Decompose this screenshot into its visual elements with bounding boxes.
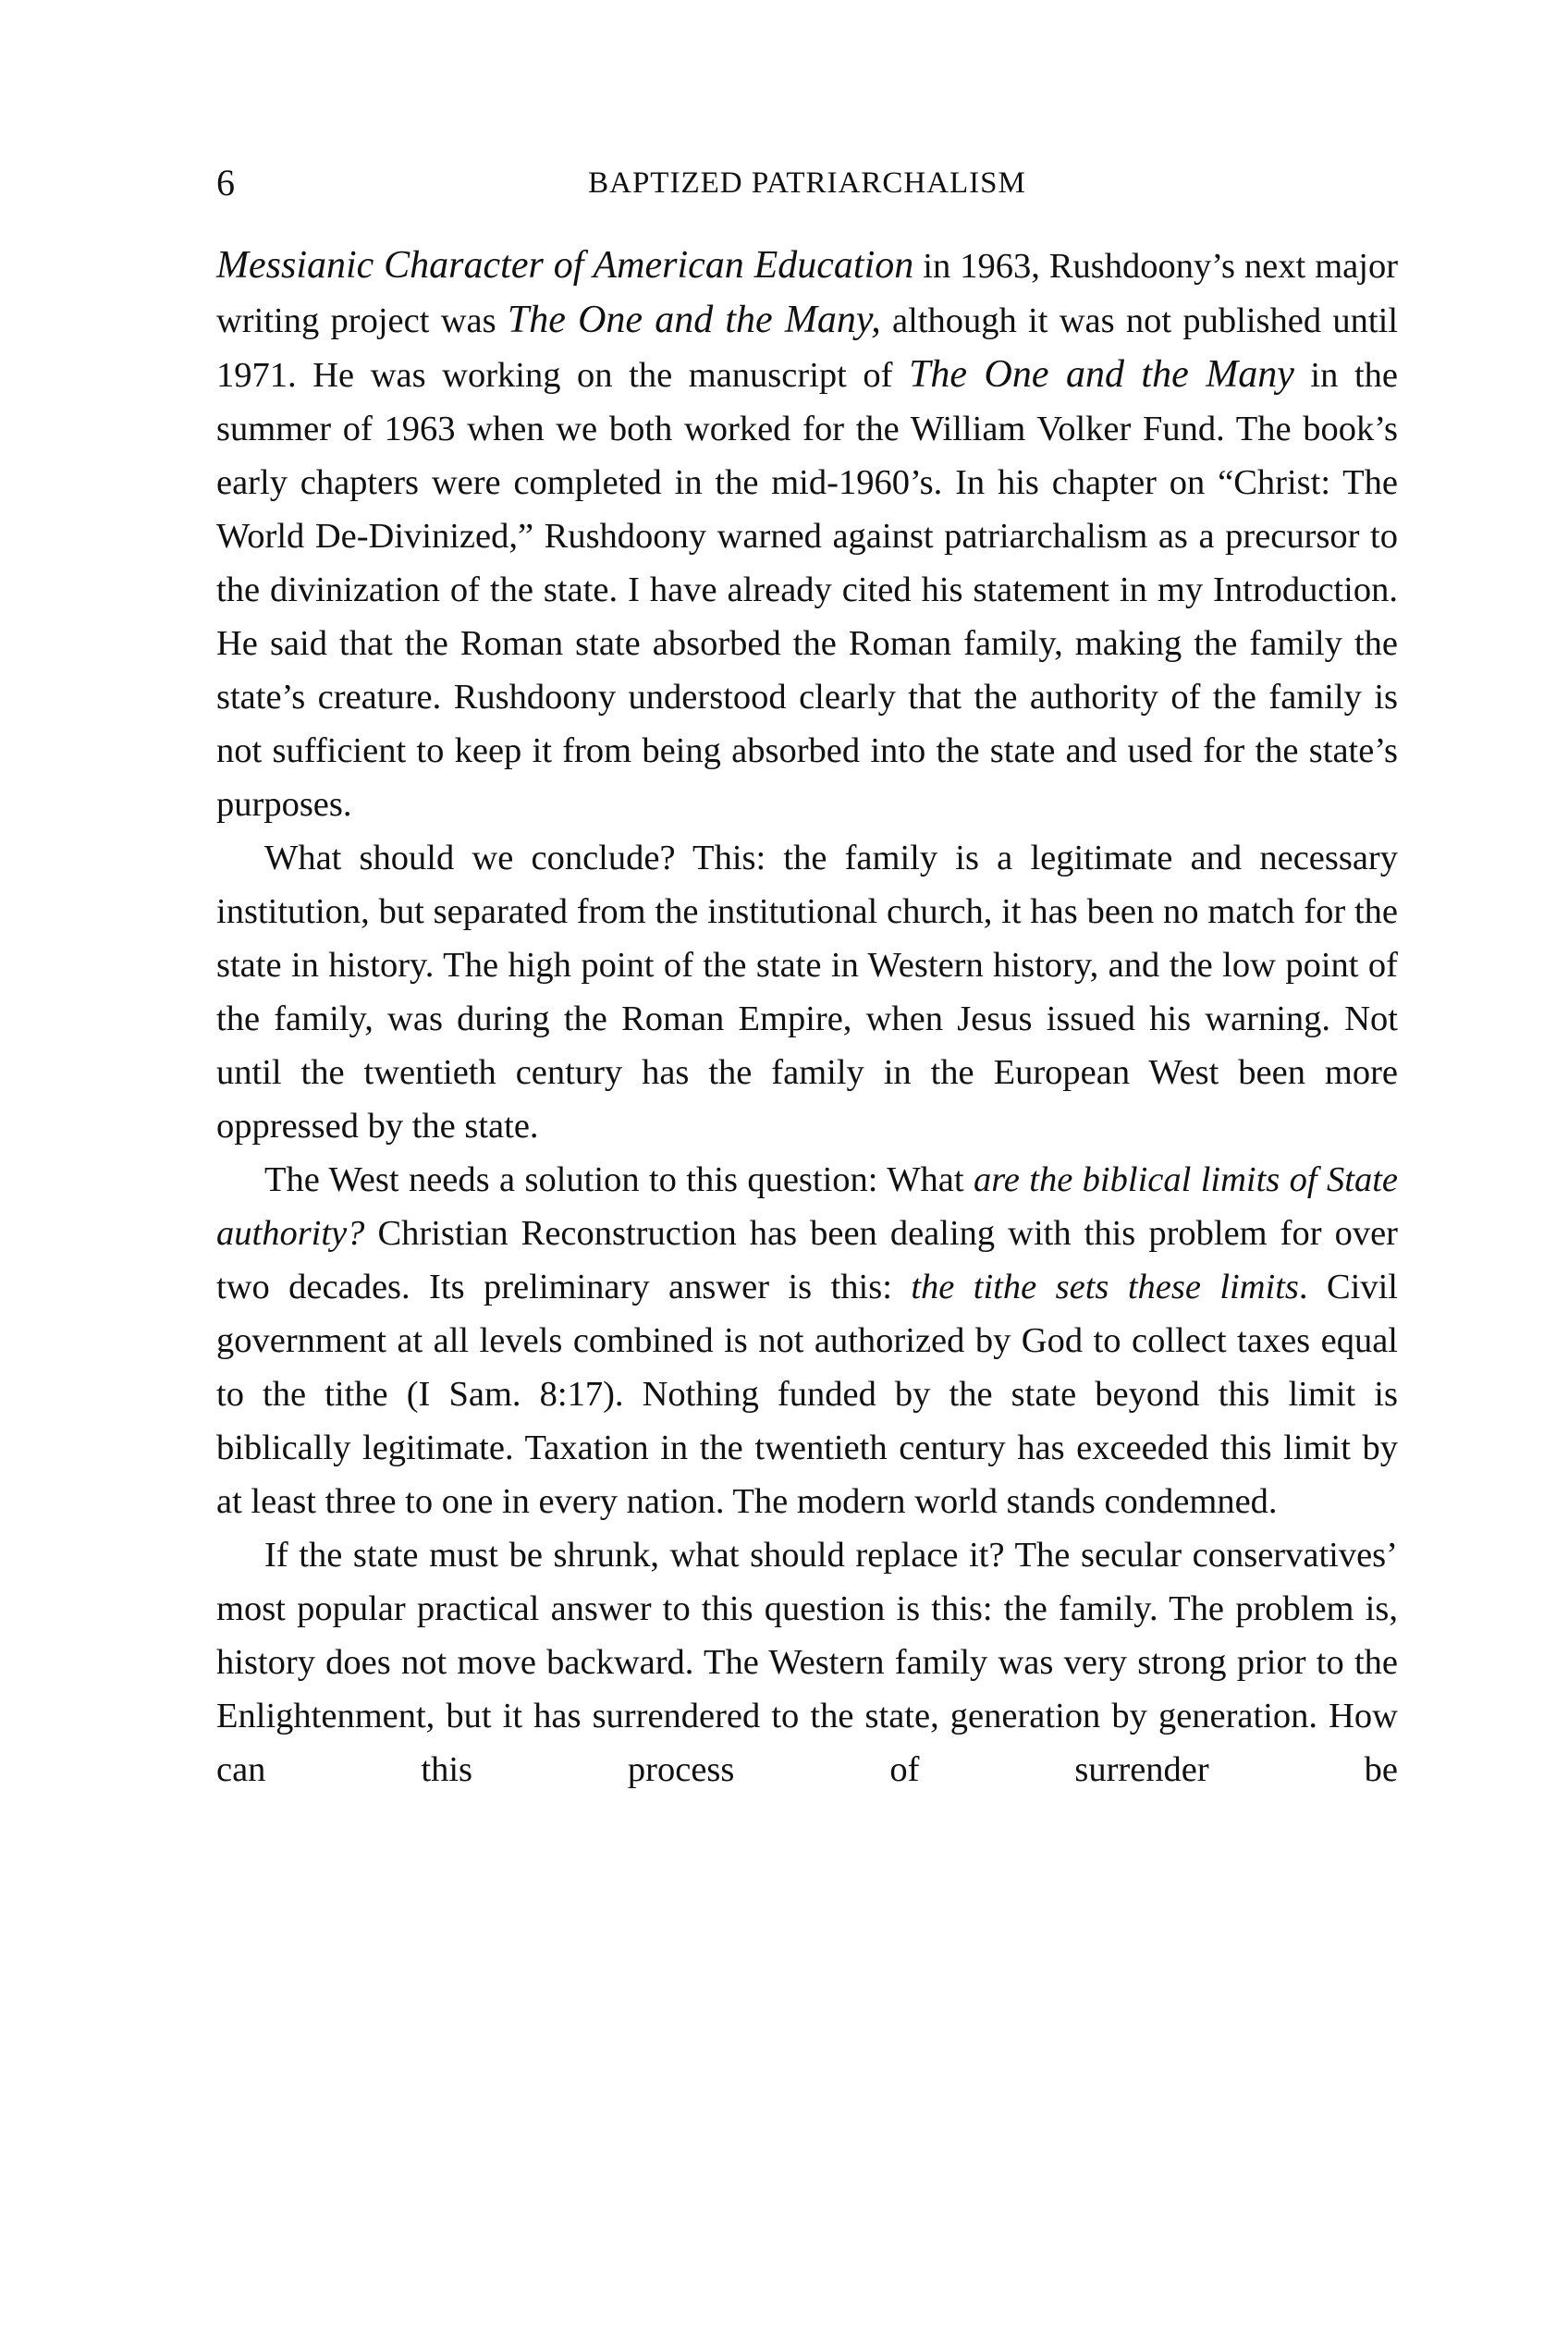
page-number: 6	[216, 162, 235, 203]
italic-text: The One and the Many	[909, 353, 1294, 396]
italic-text: are the biblical limits of State authority?	[216, 1160, 1398, 1253]
italic-text: The One and the Many,	[507, 299, 881, 341]
italic-text: Messianic Character of American Education	[216, 244, 914, 287]
text-run: although it was not published until 1971. He was working on the manuscript of	[216, 301, 1399, 395]
paragraph	[216, 239, 1398, 831]
page-header	[216, 155, 1398, 211]
paragraph	[216, 1153, 1398, 1528]
running-head: BAPTIZED PATRIARCHALISM	[588, 166, 1026, 200]
text-run: . Civil government at all levels combined is not authorized by God to collect taxes equal to the tithe (I Sam. 8:17). Nothing funded by the state beyond this limit is biblically legitimate. Taxation in the twentieth century has exceeded this limit by at least three to one in every nation. The modern world stands condemned.	[216, 1268, 1398, 1521]
text-run: in 1963, Rushdoony’s next major writing project was	[216, 247, 1399, 340]
text-run: If the state must be shrunk, what should replace it? The secular conservatives’ most popular practical answer to this question is this: the family. The problem is, history does not move backward. The Western family was very strong prior to the Enlightenment, but it has surrendered to the state, generation by generation. How can this process of surrender be	[216, 1536, 1398, 1789]
paragraph	[216, 831, 1398, 1153]
text-run: Christian Reconstruction has been dealing with this problem for over two decades. Its preliminary answer is this:	[216, 1214, 1398, 1306]
text-run: What should we conclude? This: the family is a legitimate and necessary institution, but separated from the institutional church, it has been no match for the state in history. The high point of the state in Western history, and the low point of the family, was during the Roman Empire, when Jesus issued his warning. Not until the twentieth century has the family in the European West been more oppressed by the state.	[216, 839, 1398, 1146]
text-run: The West needs a solution to this question: What	[264, 1160, 974, 1199]
italic-text: the tithe sets these limits	[911, 1268, 1299, 1306]
paragraph	[216, 1528, 1398, 1796]
body-text	[216, 239, 1398, 1796]
text-run: in the summer of 1963 when we both worked for the William Volker Fund. The book’s early chapters were completed in the mid-1960’s. In his chapter on “Christ: The World De-Divinized,” Rushdoony warned against patriarchalism as a precursor to the divinization of the state. I have already cited his statement in my Introduction. He said that the Roman state absorbed the Roman family, making the family the state’s creature. Rushdoony understood clearly that the authority of the family is not sufficient to keep it from being absorbed into the state and used for the state’s purposes.	[216, 356, 1398, 824]
